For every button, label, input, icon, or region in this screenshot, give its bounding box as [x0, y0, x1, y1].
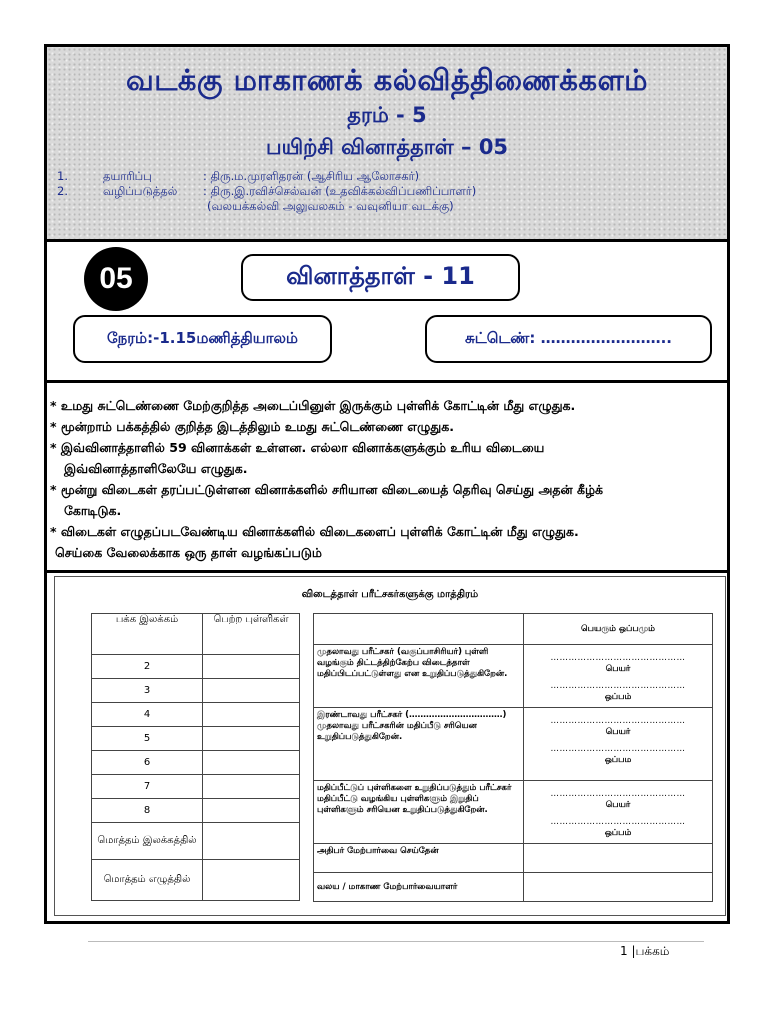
sign-label: ஒப்பம்	[604, 692, 632, 702]
credit-number: 1.	[57, 169, 68, 183]
header-banner	[47, 47, 727, 239]
instruction-line: செய்கை வேலைக்காக ஒரு தாள் வழங்கப்படும்	[55, 545, 322, 560]
examiner-3-signature[interactable]	[524, 781, 713, 844]
marks-cell[interactable]	[203, 727, 300, 751]
instruction-line: * உமது சுட்டெண்ணை மேற்குறித்த அடைப்பினுள் இருக்கும் புள்ளிக் கோட்டின் மீது எழுதுக.	[50, 398, 576, 413]
name-label: பெயர்	[605, 664, 631, 674]
page-number: 7	[92, 775, 203, 799]
grade-title: தரம் - 5	[347, 103, 427, 127]
credit-number: 2.	[57, 184, 68, 198]
divider	[47, 380, 727, 383]
credit-line	[57, 184, 476, 199]
time-label: நேரம்:-1.15மணித்தியாலம்	[73, 315, 332, 363]
dotted-line: ………………………………………	[550, 653, 686, 663]
marks-cell[interactable]	[203, 775, 300, 799]
instruction-line: * விடைகள் எழுதப்படவேண்டிய வினாக்களில் விடைகளைப் புள்ளிக் கோட்டின் மீது எழுதுக.	[50, 524, 579, 539]
page-number: 5	[92, 727, 203, 751]
instruction-line: இவ்வினாத்தாளிலேயே எழுதுக.	[64, 461, 248, 476]
paper-title: பயிற்சி வினாத்தாள் – 05	[265, 135, 509, 159]
supervisor-text: வலய / மாகாண மேற்பார்வையாளர்	[314, 873, 524, 902]
dotted-line: ………………………………………	[550, 744, 686, 754]
examiner-1-text: முதலாவது பரீட்சகர் (வகுப்பாசிரியர்) புள்ளி வழங்கும் திட்டத்திற்கேற்ப விடைத்தாள் மதிப்பிடப்பட்டுள்ளது என உறுதிப்படுத்துகிறேன்.	[314, 645, 524, 708]
sign-label: ஒப்பம	[604, 755, 632, 765]
paper-number-badge: 05	[84, 247, 148, 311]
examiner-2-signature[interactable]	[524, 708, 713, 781]
dotted-line: ………………………………………	[550, 789, 686, 799]
instruction-line: * மூன்று விடைகள் தரப்பட்டுள்ளன வினாக்களில் சரியான விடையைத் தெரிவு செய்து அதன் கீழ்க்	[50, 482, 604, 497]
page-number-footer: 1 |பக்கம்	[620, 944, 670, 958]
name-label: பெயர்	[605, 800, 631, 810]
credit-line	[57, 169, 476, 184]
sign-label: ஒப்பம்	[604, 828, 632, 838]
credits	[57, 169, 476, 214]
name-label: பெயர்	[605, 727, 631, 737]
credit-office: (வலயக்கல்வி அலுவலகம் - வவுனியா வடக்கு)	[207, 199, 454, 213]
signature-table	[313, 613, 713, 902]
examiner-3-text: மதிப்பீட்டுப் புள்ளிகளை உறுதிப்படுத்தும் பரீட்சகர் மதிப்பீட்டு வழங்கிய புள்ளிகளும் இறுதிப் புள்ளிகளும் சரியென உறுதிப்படுத்துகிறேன்.	[314, 781, 524, 844]
divider	[47, 239, 727, 242]
examiner-2-text: இரண்டாவது பரீட்சகர் (……………………………) முதலாவது பரீட்சகரின் மதிப்பீடு சரியென உறுதிப்படுத்துகிறேன்.	[314, 708, 524, 781]
header-marks: பெற்ற புள்ளிகள்	[203, 614, 300, 655]
dotted-line: ………………………………………	[550, 716, 686, 726]
marks-cell[interactable]	[203, 703, 300, 727]
dotted-line: ………………………………………	[550, 817, 686, 827]
page-number: 2	[92, 655, 203, 679]
total-numeric-cell[interactable]	[203, 823, 300, 860]
marks-cell[interactable]	[203, 655, 300, 679]
page-number: 4	[92, 703, 203, 727]
footer-divider	[88, 941, 704, 942]
examiner-title: விடைத்தாள் பரீட்சகர்களுக்கு மாத்திரம்	[301, 589, 479, 600]
supervisor-signature[interactable]	[524, 873, 713, 902]
marks-table	[91, 613, 300, 901]
marks-cell[interactable]	[203, 799, 300, 823]
header-page-no: பக்க இலக்கம்	[92, 614, 203, 655]
credit-value: : திரு.இ.ரவிச்செல்வன் (உதவிக்கல்விப்பணிப்பாளர்)	[203, 184, 477, 198]
credit-label: தயாரிப்பு	[103, 169, 152, 183]
credit-value: : திரு.ம.முரளிதரன் (ஆசிரிய ஆலோசகர்)	[203, 169, 420, 183]
total-words-label: மொத்தம் எழுத்தில்	[92, 860, 203, 901]
credit-label: வழிப்படுத்தல்	[103, 184, 178, 198]
total-numeric-label: மொத்தம் இலக்கத்தில்	[92, 823, 203, 860]
principal-signature[interactable]	[524, 844, 713, 873]
index-number-field[interactable]: சுட்டெண்: ……………………..	[425, 315, 712, 363]
department-title: வடக்கு மாகாணக் கல்வித்திணைக்களம்	[125, 63, 649, 97]
page-number: 6	[92, 751, 203, 775]
marks-cell[interactable]	[203, 751, 300, 775]
paper-label: வினாத்தாள் - 11	[241, 254, 520, 301]
divider	[47, 570, 727, 573]
instruction-line: கோடிடுக.	[64, 503, 122, 518]
page-number: 3	[92, 679, 203, 703]
blank-header	[314, 614, 524, 645]
instructions	[50, 395, 720, 563]
instruction-line: * மூன்றாம் பக்கத்தில் குறித்த இடத்திலும் உமது சுட்டெண்ணை எழுதுக.	[50, 419, 454, 434]
dotted-line: ………………………………………	[550, 681, 686, 691]
page-number: 8	[92, 799, 203, 823]
total-words-cell[interactable]	[203, 860, 300, 901]
marks-cell[interactable]	[203, 679, 300, 703]
examiner-1-signature[interactable]	[524, 645, 713, 708]
signature-header: பெயரும் ஒப்பமும்	[524, 614, 713, 645]
instruction-line: * இவ்வினாத்தாளில் 59 வினாக்கள் உள்ளன. எல்லா வினாக்களுக்கும் உரிய விடையை	[50, 440, 545, 455]
principal-text: அதிபர் மேற்பார்வை செய்தேன்	[314, 844, 524, 873]
examiner-sheet	[54, 576, 726, 916]
